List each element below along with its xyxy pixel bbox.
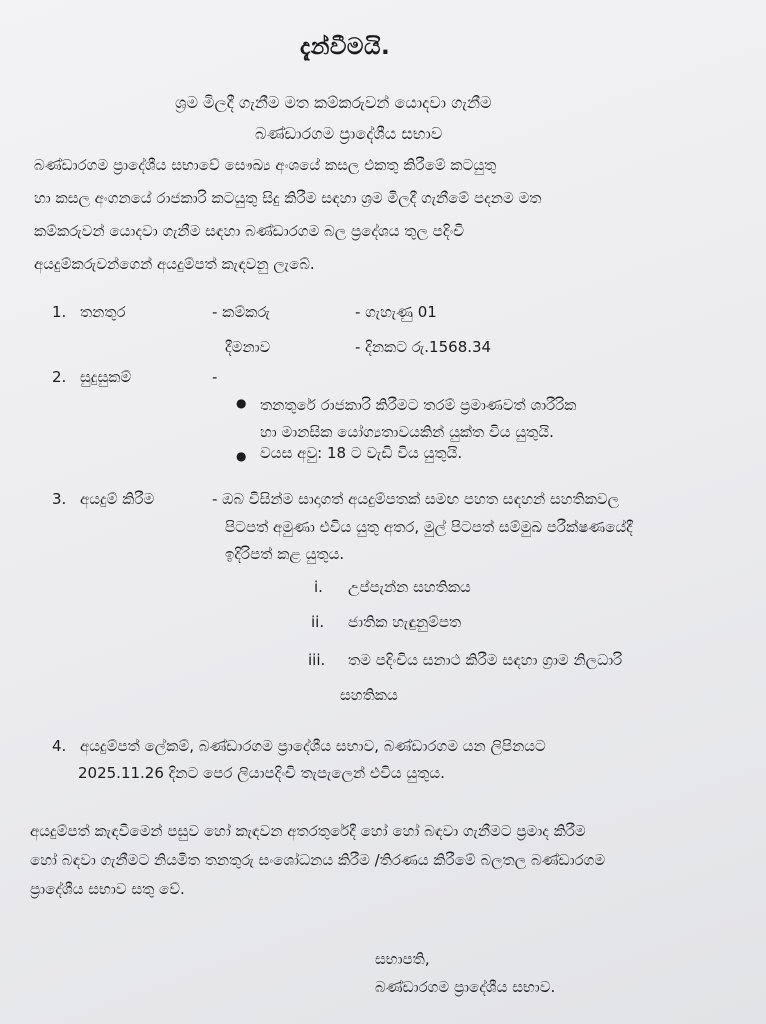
intro-line: කම්කරුවන් යොදවා ගැනීම සඳහා බණ්ඩාරගම බල ප්‍රදේශය තුල පදිංචි [34,222,465,240]
doc-label: උප්පැන්න සහතිකය [348,578,471,596]
item-number: 2. [52,368,67,386]
intro-line: හා කසල අංගනයේ රාජකාරි කටයුතු සිදු කිරීම සඳහා ශ්‍රම මිලදී ගැනීමේ පදනම මත [34,189,542,207]
item-label: තනතුර [80,303,126,321]
closing-line: ප්‍රාදේශීය සභාව සතු වේ. [30,880,185,898]
allowance-label: දීමනාව [225,338,271,356]
doc-label: තම පදිංචිය සනාථ කිරීම සඳහා ග්‍රාම නිලධාරි [348,651,623,669]
application-line: පිටපත් අමුණා එවිය යුතු අතර, මුල් පිටපත් සම්මුඛ පරීක්ෂණයේදී [225,518,633,536]
closing-line: අයදුම්පත් කැඳවීමෙන් පසුව හෝ කැඳවන අතරතුරේදී හෝ හෝ බඳවා ගැනීමට ප්‍රමාද කිරීම [30,822,586,840]
doc-number: ii. [311,613,325,631]
doc-label: ජාතික හැඳුනුම්පත [348,613,462,631]
doc-number: i. [314,578,323,596]
post-count: - ගැහැණු 01 [355,303,437,321]
item-number: 1. [52,303,67,321]
bullet-line: හා මානසික යෝග්‍යතාවයකින් යුක්ත විය යුතුයි. [260,423,554,441]
intro-line: බණ්ඩාරගම ප්‍රාදේශීය සභාවේ සෞඛ්‍ය අංශයේ කසල එකතු කිරීමේ කටයුතු [34,156,497,174]
submission-deadline: 2025.11.26 දිනට පෙර ලියාපදිංචි තැපැලෙන් එවිය යුතුය. [78,764,445,782]
signatory-office: බණ්ඩාරගම ප්‍රාදේශීය සභාව. [375,978,556,996]
bullet-icon: ● [236,449,247,463]
qualification-bullet: වයස අවු: 18 ට වැඩි විය යුතුයි. [260,444,463,462]
item-number: 3. [52,490,67,508]
submission-line: අයදුම්පත් ලේකම්, බණ්ඩාරගම ප්‍රාදේශීය සභාව, බණ්ඩාරගම යන ලිපිනයට [80,737,546,755]
application-line: ඉදිරිපත් කළ යුතුය. [225,545,345,563]
bullet-icon: ● [236,396,247,410]
item-number: 4. [52,737,67,755]
item-label: අයදුම් කිරීම [80,490,155,508]
application-line: - ඔබ විසින්ම සාදාගත් අයදුම්පතක් සමඟ පහත සඳහන් සහතිකවල [212,490,620,508]
signatory-title: සභාපති, [375,950,430,968]
notice-title: දැන්වීමයි. [300,34,391,60]
council-name: බණ්ඩාරගම ප්‍රාදේශීය සභාව [255,124,443,143]
closing-line: හෝ බඳවා ගැනීමට නියමිත තනතුරු සංශෝධනය කිරීම /තිරණය කිරීමේ බලතල බණ්ඩාරගම [30,851,606,869]
doc-label-cont: සහතිකය [340,686,398,704]
notice-subtitle: ශ්‍රම මිලදී ගැනීම මත කම්කරුවන් යොදවා ගැනීම [175,93,492,112]
allowance-value: - දිනකට රු.1568.34 [355,338,492,356]
bullet-line: තනතුරේ රාජකාරි කිරීමට තරම් ප්‍රමාණවත් ශාරීරික [260,396,577,414]
qualification-bullet [260,392,576,446]
doc-number: iii. [308,651,326,669]
intro-paragraph [34,149,541,281]
item-dash: - [212,368,218,386]
item-label: සුදුසුකම් [80,368,132,386]
intro-line: අයදුම්කරුවන්ගෙන් අයදුම්පත් කැඳවනු ලැබේ. [34,255,315,273]
post-value: - කම්කරු [212,303,270,321]
closing-paragraph [30,817,605,904]
